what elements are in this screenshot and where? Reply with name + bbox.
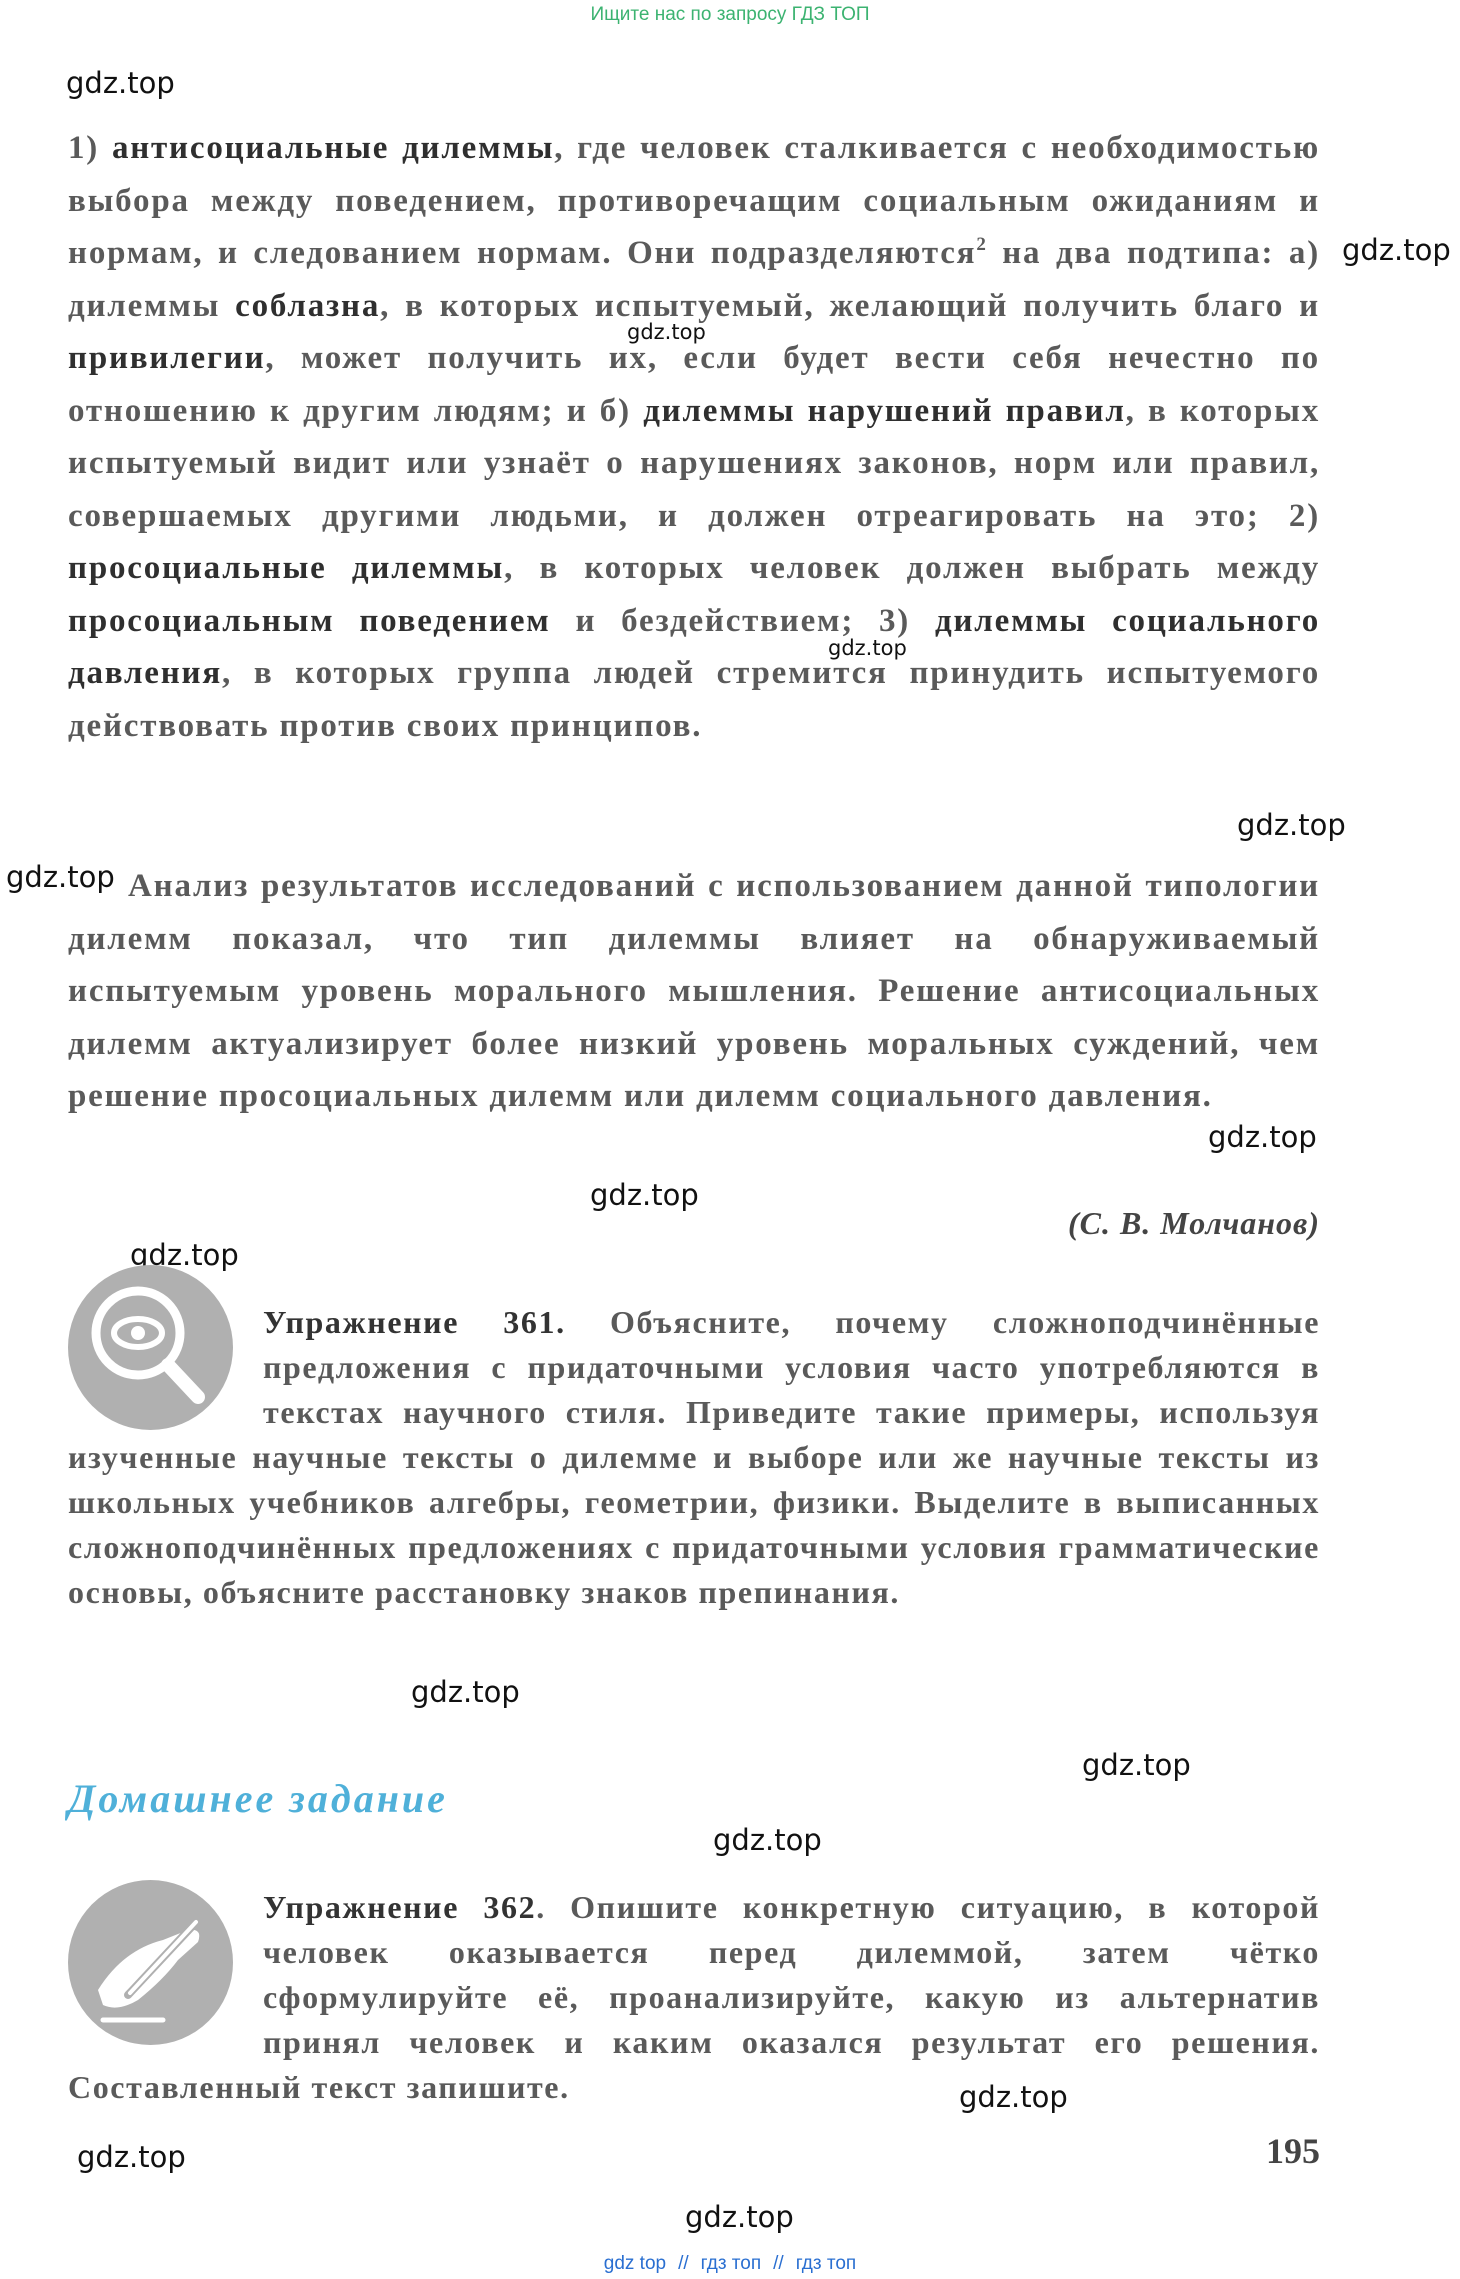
watermark: gdz.top <box>1342 233 1451 267</box>
top-banner[interactable]: Ищите нас по запросу ГДЗ ТОП <box>590 4 870 25</box>
exercise-362 <box>68 1885 1320 2110</box>
dilemma-types-paragraph <box>68 122 1320 752</box>
text-run: , в которых испытуемый видит или узнаёт о нарушениях законов, норм или правил, совершаемых другими людьми, и должен отреагировать на это; 2) <box>68 392 1321 534</box>
watermark: gdz.top <box>828 636 907 660</box>
watermark: gdz.top <box>1208 1120 1317 1154</box>
exercise-361 <box>68 1300 1320 1615</box>
watermark: gdz.top <box>685 2200 794 2234</box>
page-number: 195 <box>1266 2131 1320 2171</box>
separator: // <box>773 2253 784 2274</box>
watermark: gdz.top <box>590 1178 699 1212</box>
text-run: , в которых группа людей стремится принудить испытуемого действовать против своих принципов. <box>68 655 1320 744</box>
text-run: и бездействием; 3) <box>550 602 935 639</box>
watermark: gdz.top <box>713 1823 822 1857</box>
bottom-link[interactable]: гдз топ <box>795 2253 857 2274</box>
analysis-paragraph: Анализ результатов исследований с использованием данной типологии дилемм показал, что тип дилеммы влияет на обнаруживаемый испытуемым уровень морального мышления. Решение антисоциальных дилемм актуализирует более низкий уровень моральных суждений, чем решение просоциальных дилемм или дилемм социального давления. <box>68 868 1320 1114</box>
text-run: 1) <box>68 130 112 166</box>
watermark: gdz.top <box>66 66 175 100</box>
bold-term: дилеммы социального давления <box>68 602 1320 691</box>
text-run: на два подтипа: а) дилеммы <box>68 235 1321 324</box>
bold-term: дилеммы нарушений правил <box>643 392 1126 429</box>
footnote-mark: 2 <box>976 234 988 255</box>
text-run: , может получить их, если будет вести себя нечестно по отношению к другим людям; и б) <box>68 340 1320 429</box>
text-run: , где человек сталкивается с необходимостью выбора между поведением, противоречащим социальным ожиданиям и нормам, и следованием нормам. Они подразделяются <box>68 130 1320 271</box>
watermark: gdz.top <box>627 320 706 344</box>
exercise-text: Объясните, почему сложноподчинённые предложения с придаточными условия часто употребляются в текстах научного стиля. Приведите такие примеры, используя изученные научные тексты о дилемме и выборе или же научные тексты из школьных учебников алгебры, геометрии, физики. Выделите в выписанных сложноподчинённых предложениях с придаточными условия грамматические основы, объясните расстановку знаков препинания. <box>68 1304 1321 1610</box>
watermark: gdz.top <box>130 1238 239 1272</box>
bottom-links <box>0 2253 1460 2275</box>
separator: // <box>678 2253 689 2274</box>
author-citation: (С. В. Молчанов) <box>1067 1205 1320 1241</box>
exercise-text: . Опишите конкретную ситуацию, в которой человек оказывается перед дилеммой, затем чётко сформулируйте её, проанализируйте, какую из альтернатив принял человек и каким оказался результат его решения. Составленный текст запишите. <box>68 1889 1320 2105</box>
homework-title: Домашнее задание <box>68 1776 448 1821</box>
watermark: gdz.top <box>1082 1748 1191 1782</box>
bold-term: просоциальным поведением <box>68 602 551 639</box>
bold-term: привилегии <box>68 340 266 376</box>
watermark: gdz.top <box>1237 808 1346 842</box>
bold-term: антисоциальные дилеммы <box>111 130 555 166</box>
text-run: , в которых человек должен выбрать между <box>504 550 1320 586</box>
bottom-link[interactable]: gdz top <box>603 2253 667 2274</box>
text-run: , в которых испытуемый, желающий получить благо и <box>380 287 1320 324</box>
watermark: gdz.top <box>959 2080 1068 2114</box>
exercise-title: Упражнение 362 <box>263 1889 537 1925</box>
watermark: gdz.top <box>411 1675 520 1709</box>
watermark: gdz.top <box>6 860 115 894</box>
exercise-title: Упражнение 361. <box>263 1304 566 1340</box>
bold-term: просоциальные дилеммы <box>68 550 505 586</box>
bold-term: соблазна <box>235 287 381 324</box>
watermark: gdz.top <box>77 2140 186 2174</box>
bottom-link[interactable]: гдз топ <box>700 2253 762 2274</box>
